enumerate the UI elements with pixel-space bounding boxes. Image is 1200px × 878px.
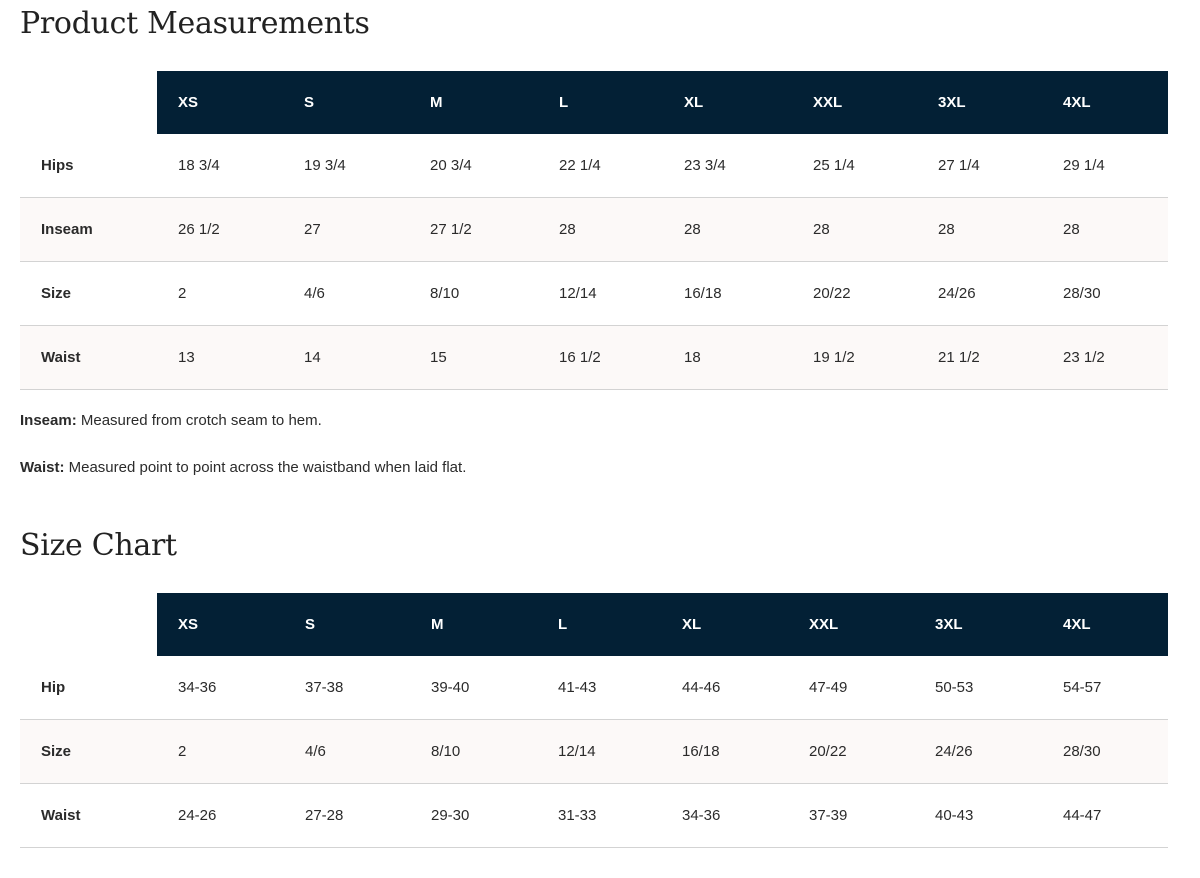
cell-value: 19 3/4 xyxy=(304,157,346,174)
cell-value: 16/18 xyxy=(682,743,720,760)
row-label-text: Waist xyxy=(41,349,81,366)
cell-value: 24-26 xyxy=(178,807,217,824)
table-row xyxy=(20,326,1168,390)
cell-value: 16 1/2 xyxy=(559,349,601,366)
column-header xyxy=(410,593,537,656)
column-header xyxy=(538,71,663,134)
column-header-label: XXL xyxy=(809,616,839,633)
cell-value: 14 xyxy=(304,349,321,366)
cell-value: 18 3/4 xyxy=(178,157,220,174)
cell-value: 24/26 xyxy=(938,285,976,302)
table-cell xyxy=(917,326,1042,390)
table-cell xyxy=(410,720,537,784)
column-header-label: M xyxy=(430,94,443,111)
column-header-label: 4XL xyxy=(1063,616,1091,633)
table-cell xyxy=(283,326,409,390)
inseam-note xyxy=(20,412,322,429)
column-header-label: XS xyxy=(178,616,199,633)
note-text: Measured point to point across the waistband when laid flat. xyxy=(64,459,467,476)
table-cell xyxy=(914,784,1042,848)
cell-value: 4/6 xyxy=(305,743,326,760)
table-cell xyxy=(661,720,788,784)
table-cell xyxy=(283,198,409,262)
cell-value: 16/18 xyxy=(684,285,722,302)
cell-value: 15 xyxy=(430,349,447,366)
column-header xyxy=(914,593,1042,656)
column-header-label: L xyxy=(559,94,569,111)
cell-value: 28/30 xyxy=(1063,285,1101,302)
cell-value: 20 3/4 xyxy=(430,157,472,174)
column-header-label: S xyxy=(304,94,315,111)
cell-value: 44-46 xyxy=(682,679,721,696)
cell-value: 23 3/4 xyxy=(684,157,726,174)
table-cell xyxy=(538,326,663,390)
cell-value: 8/10 xyxy=(430,285,460,302)
header-corner xyxy=(20,593,157,656)
table-cell xyxy=(663,326,792,390)
table-cell xyxy=(284,784,410,848)
row-label-text: Size xyxy=(41,285,72,302)
product-measurements-table xyxy=(20,71,1168,390)
column-header-label: XXL xyxy=(813,94,843,111)
table-row xyxy=(20,262,1168,326)
cell-value: 28 xyxy=(684,221,701,238)
size-chart-table xyxy=(20,593,1168,848)
cell-value: 25 1/4 xyxy=(813,157,855,174)
cell-value: 28 xyxy=(559,221,576,238)
table-cell xyxy=(538,198,663,262)
table-cell xyxy=(157,134,283,198)
row-label xyxy=(20,656,157,720)
column-header xyxy=(284,593,410,656)
cell-value: 34-36 xyxy=(178,679,217,696)
cell-value: 23 1/2 xyxy=(1063,349,1105,366)
column-header xyxy=(283,71,409,134)
table-cell xyxy=(284,720,410,784)
table-body xyxy=(20,656,1168,848)
cell-value: 37-38 xyxy=(305,679,344,696)
cell-value: 28 xyxy=(813,221,830,238)
table-cell xyxy=(1042,656,1168,720)
table-cell xyxy=(410,784,537,848)
product-measurements-title: Product Measurements xyxy=(20,6,370,41)
table-header xyxy=(20,71,1168,134)
column-header-label: XS xyxy=(178,94,199,111)
cell-value: 24/26 xyxy=(935,743,973,760)
cell-value: 47-49 xyxy=(809,679,848,696)
size-chart-title: Size Chart xyxy=(20,528,177,563)
cell-value: 20/22 xyxy=(809,743,847,760)
table-cell xyxy=(538,262,663,326)
row-label xyxy=(20,262,157,326)
cell-value: 29 1/4 xyxy=(1063,157,1105,174)
table-cell xyxy=(663,262,792,326)
table-row xyxy=(20,720,1168,784)
column-header xyxy=(917,71,1042,134)
table-cell xyxy=(409,198,538,262)
cell-value: 13 xyxy=(178,349,195,366)
cell-value: 19 1/2 xyxy=(813,349,855,366)
cell-value: 41-43 xyxy=(558,679,597,696)
cell-value: 4/6 xyxy=(304,285,325,302)
column-header xyxy=(792,71,917,134)
waist-note xyxy=(20,459,466,476)
table-cell xyxy=(1042,134,1168,198)
table-cell xyxy=(157,326,283,390)
cell-value: 26 1/2 xyxy=(178,221,220,238)
column-header-label: XL xyxy=(682,616,702,633)
column-header xyxy=(661,593,788,656)
table-cell xyxy=(792,134,917,198)
cell-value: 39-40 xyxy=(431,679,470,696)
cell-value: 29-30 xyxy=(431,807,470,824)
table-cell xyxy=(663,198,792,262)
column-header-label: 3XL xyxy=(935,616,963,633)
table-cell xyxy=(1042,262,1168,326)
table-cell xyxy=(914,720,1042,784)
table-cell xyxy=(410,656,537,720)
table-cell xyxy=(409,326,538,390)
column-header xyxy=(1042,593,1168,656)
table-cell xyxy=(792,262,917,326)
row-label-text: Waist xyxy=(41,807,81,824)
cell-value: 27-28 xyxy=(305,807,344,824)
column-header-label: L xyxy=(558,616,568,633)
table-body xyxy=(20,134,1168,390)
table-cell xyxy=(409,134,538,198)
header-row xyxy=(20,71,1168,134)
column-header xyxy=(788,593,914,656)
cell-value: 2 xyxy=(178,285,187,302)
cell-value: 22 1/4 xyxy=(559,157,601,174)
table-cell xyxy=(792,326,917,390)
column-header-label: 4XL xyxy=(1063,94,1091,111)
column-header-label: 3XL xyxy=(938,94,966,111)
table-cell xyxy=(537,720,661,784)
table-cell xyxy=(1042,326,1168,390)
column-header-label: S xyxy=(305,616,316,633)
table-cell xyxy=(788,784,914,848)
table-cell xyxy=(157,784,284,848)
cell-value: 44-47 xyxy=(1063,807,1102,824)
cell-value: 34-36 xyxy=(682,807,721,824)
table-cell xyxy=(917,262,1042,326)
table-cell xyxy=(1042,720,1168,784)
table-cell xyxy=(157,656,284,720)
column-header xyxy=(537,593,661,656)
table-cell xyxy=(663,134,792,198)
column-header-label: M xyxy=(431,616,444,633)
table-cell xyxy=(661,656,788,720)
row-label xyxy=(20,784,157,848)
note-term: Waist: xyxy=(20,459,65,476)
table-cell xyxy=(661,784,788,848)
cell-value: 21 1/2 xyxy=(938,349,980,366)
cell-value: 2 xyxy=(178,743,187,760)
cell-value: 12/14 xyxy=(558,743,596,760)
table-cell xyxy=(1042,198,1168,262)
cell-value: 28 xyxy=(938,221,955,238)
table-row xyxy=(20,784,1168,848)
table-cell xyxy=(914,656,1042,720)
row-label-text: Hips xyxy=(41,157,74,174)
table-cell xyxy=(917,198,1042,262)
row-label xyxy=(20,326,157,390)
header-row xyxy=(20,593,1168,656)
cell-value: 27 1/2 xyxy=(430,221,472,238)
table-cell xyxy=(283,262,409,326)
table-cell xyxy=(537,784,661,848)
column-header xyxy=(157,71,283,134)
row-label xyxy=(20,720,157,784)
column-header xyxy=(663,71,792,134)
table-cell xyxy=(538,134,663,198)
row-label xyxy=(20,134,157,198)
table-cell xyxy=(1042,784,1168,848)
cell-value: 28 xyxy=(1063,221,1080,238)
cell-value: 27 1/4 xyxy=(938,157,980,174)
column-header xyxy=(1042,71,1168,134)
cell-value: 40-43 xyxy=(935,807,974,824)
table-cell xyxy=(284,656,410,720)
cell-value: 20/22 xyxy=(813,285,851,302)
row-label-text: Hip xyxy=(41,679,66,696)
table-cell xyxy=(917,134,1042,198)
cell-value: 12/14 xyxy=(559,285,597,302)
cell-value: 54-57 xyxy=(1063,679,1102,696)
cell-value: 18 xyxy=(684,349,701,366)
table-cell xyxy=(788,720,914,784)
cell-value: 28/30 xyxy=(1063,743,1101,760)
table-row xyxy=(20,656,1168,720)
table-cell xyxy=(537,656,661,720)
table-cell xyxy=(283,134,409,198)
column-header xyxy=(157,593,284,656)
table-cell xyxy=(792,198,917,262)
row-label xyxy=(20,198,157,262)
table-cell xyxy=(157,720,284,784)
header-corner xyxy=(20,71,157,134)
table-header xyxy=(20,593,1168,656)
table-cell xyxy=(788,656,914,720)
cell-value: 27 xyxy=(304,221,321,238)
table-cell xyxy=(157,198,283,262)
column-header xyxy=(409,71,538,134)
row-label-text: Size xyxy=(41,743,72,760)
note-text: Measured from crotch seam to hem. xyxy=(76,412,322,429)
table-row xyxy=(20,134,1168,198)
table-cell xyxy=(409,262,538,326)
note-term: Inseam: xyxy=(20,412,77,429)
cell-value: 31-33 xyxy=(558,807,597,824)
column-header-label: XL xyxy=(684,94,704,111)
row-label-text: Inseam xyxy=(41,221,93,238)
table-cell xyxy=(157,262,283,326)
cell-value: 37-39 xyxy=(809,807,848,824)
table-row xyxy=(20,198,1168,262)
cell-value: 8/10 xyxy=(431,743,461,760)
cell-value: 50-53 xyxy=(935,679,974,696)
